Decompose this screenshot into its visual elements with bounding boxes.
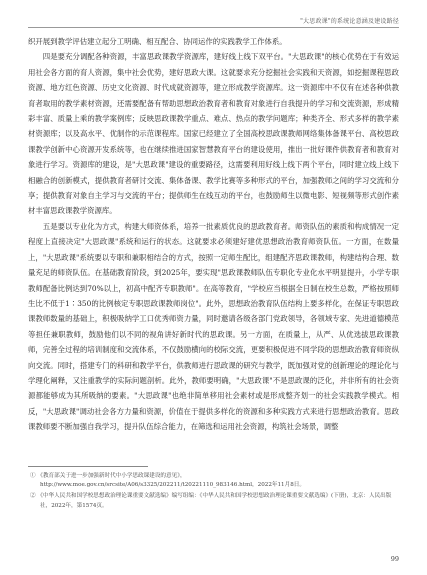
footnotes — [28, 472, 399, 513]
footnote: ① 《教育部关于进一步加强新时代中小学思政课建设的意见》，http://www.moe.gov.cn/srcsite/A06/s3325/202211/t20221110_983146.html，2022年11月8日。 — [30, 473, 305, 489]
page-number: 99 — [390, 555, 399, 563]
footnote-divider — [28, 466, 148, 467]
footnote: ② 《中华人民共和国学校思想政治理论课重要文献选编》编写组编：《中华人民共和国学校思想政治理论课重要文献选编》(下册)，北京：人民出版社，2022年，第1574页。 — [30, 493, 392, 509]
paragraph: 四是要充分调配各种资源，丰富思政课教学资源库，建好线上线下双平台。"大思政课"的核心优势在于有效运用社会各方面的育人资源，集中社会优势，建好思政大课。这就要求充分挖掘社会实践和天资源，如挖掘课程思政资源、地方红色资源、历史文化资源、时代成就资源等，建立形成教学资源库。这一资源库中不仅有在述各种供教育者取用的教学素材资源，还需要配备有帮助思想政治教育者和教育对象进行自我提升的学习和交流资源，形成精彩丰富、质量上乘的教学案例库；反映思政课教学重点、难点、热点的教学问题库；种类齐全、形式多样的教学素材资源库；以及高水平、优制作的示范课程库。国家已经建立了全国高校思政课教师网络集体备课平台、高校思政课教学创新中心资源开发系统等，也在继续推进国家智慧教育平台的建设使用，推出一批好课件供教育者和教育对象进行学习。资源库的建设，是"大思政课"建设的重要路径，这需要利用好线上线下两个平台，同时建立线上线下相融合的创新模式，提供教育者研讨交流、集体备课、教学比赛等多种形式的平台，加强教师之间的学习交流和分享；提供教育对象自主学习与交流的平台；提供师生在线互动的平台，也鼓励师生以微电影、短视频等形式创作素材丰富思政课教学资源库。 — [28, 52, 399, 216]
paragraph: 织开展到教学评估建立起分工明确、相互配合、协同运作的实践教学工作体系。 — [28, 37, 287, 46]
body-text — [28, 34, 399, 435]
header-divider — [28, 27, 399, 28]
running-header: "大思政课"的系统论意涵及建设路径 — [300, 18, 399, 25]
paragraph: 五是要以专业化为方式，构建大师资体系，培养一批素质优良的思政教育者。师资队伍的素质和构成情况一定程度上直接决定"大思政课"系统和运行的状态。这就要求必须建好建优思想政治教育师资队伍。一方面，在数量上，"大思政课"系统要以专职和兼职相结合的方式，按照一定师生配比，组建配齐思政课教师，构建结构合理、数量充足的师资队伍。在基础教育阶段，到2025年，要实现"思政课教师队伍专职化专业化水平明显提升，小学专职教师配备比例达到70%以上，初高中配齐专职教师"。在高等教育，"学校应当根据全日制在校生总数，严格按照师生比不低于1∶350的比例核定专职思政课教师岗位"。此外，思想政治教育队伍结构上要多样化，在保证专职思政课教师数量的基础上，积极吸纳学工口优秀师资力量，同时邀请各级各部门党政领导，各领域专家、先进道德模范等担任兼职教师，鼓励他们以不同的视角讲好新时代的思政课。另一方面，在质量上，从严、从优选拔思政课教师，完善全过程的培训制度和交流体系，不仅鼓励横向的校际交流，更要积极促进不同学段的思想政治教育师资纵向交流。同时，搭建专门的科研和教学平台，供教师进行思政课的研究与教学，既加强对党的创新理论的理论化与学理化阐释，又注重教学的实际问题剖析。此外，教师要明确，"大思政课"不是思政课的泛化，并非所有的社会资源都能够成为其所吸纳的要素。"大思政课"也绝非简单移用社会素材或是形成整齐划一的社会实践教学模式。相反，"大思政课"调动社会各方力量和资源，价值在于提供多样化的资源和多种实践方式来进行思想政治教育。思政课教师要不断加强自我学习，提升队伍综合能力，在筛选和运用社会资源，构筑社会场景，调整 — [28, 221, 399, 432]
